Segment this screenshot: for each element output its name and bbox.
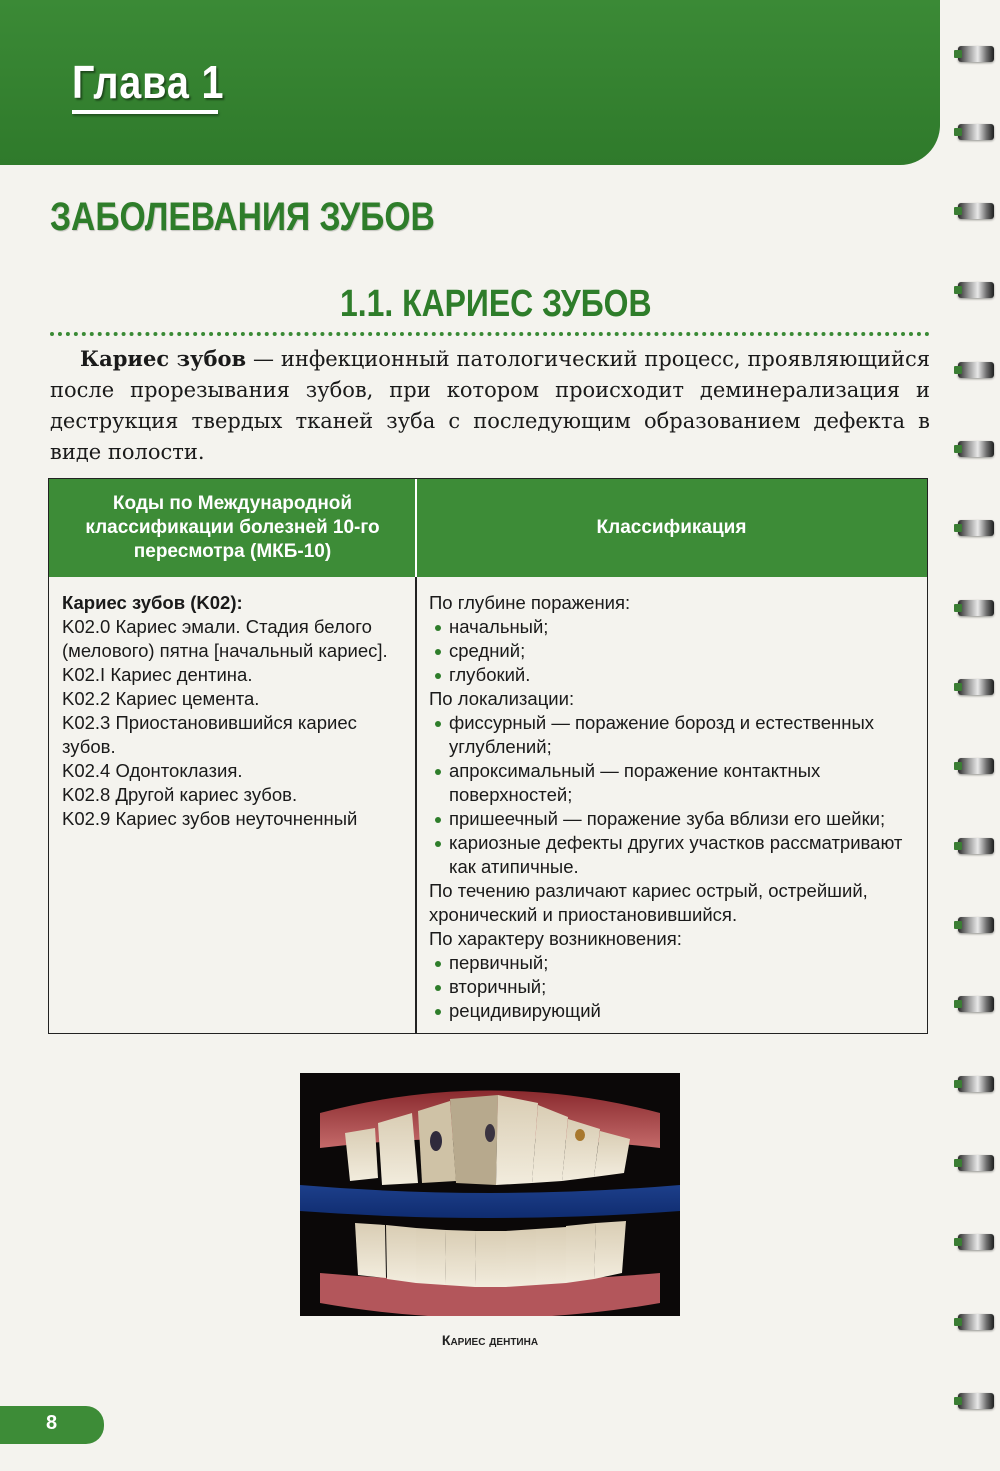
binding-ring xyxy=(958,600,994,616)
icd-code-item: K02.I Кариес дентина. xyxy=(62,664,253,685)
intro-paragraph xyxy=(50,343,930,468)
intro-term: Кариес зубов xyxy=(80,346,247,371)
dotted-divider xyxy=(50,332,930,336)
depth-item: глубокий. xyxy=(429,663,924,687)
table-header xyxy=(49,479,927,577)
binding-ring xyxy=(958,203,994,219)
location-item: фиссурный — поражение борозд и естественных углублений; xyxy=(429,711,924,759)
page-number: 8 xyxy=(46,1412,58,1434)
chapter-title-underline xyxy=(72,110,218,114)
depth-heading: По глубине поражения: xyxy=(429,592,631,613)
table-header-divider xyxy=(415,479,417,577)
icd-code-item: K02.8 Другой кариес зубов. xyxy=(62,784,298,805)
dental-caries-photo xyxy=(300,1073,680,1316)
figure-caption: Кариес дентина xyxy=(441,1332,539,1348)
binding-ring xyxy=(958,917,994,933)
course-text: По течению различают кариес острый, острейший, хронический и приостановившийся. xyxy=(429,880,868,925)
binding-ring xyxy=(958,441,994,457)
binding-ring xyxy=(958,124,994,140)
table-header-classification: Классификация xyxy=(596,517,747,538)
binding-ring xyxy=(958,362,994,378)
spiral-binding xyxy=(940,0,1000,1471)
table-header-codes: Коды по Международной классификации болезней 10-го пересмотра (МКБ-10) xyxy=(85,493,380,562)
icd-codes-column xyxy=(62,591,407,831)
classification-table xyxy=(48,478,928,1034)
classification-column xyxy=(429,591,924,1023)
icd-code-item: K02.0 Кариес эмали. Стадия белого (мелового) пятна [начальный кариес]. xyxy=(62,616,388,661)
icd-code-item: K02.4 Одонтоклазия. xyxy=(62,760,243,781)
depth-item: начальный; xyxy=(429,615,924,639)
icd-code-item: K02.9 Кариес зубов неуточненный xyxy=(62,808,358,829)
icd-heading: Кариес зубов (K02): xyxy=(62,592,243,613)
origin-item: вторичный; xyxy=(429,975,924,999)
binding-ring xyxy=(958,282,994,298)
binding-ring xyxy=(958,1234,994,1250)
binding-ring xyxy=(958,838,994,854)
origin-item: рецидивирующий xyxy=(429,999,924,1023)
origin-heading: По характеру возникновения: xyxy=(429,928,682,949)
binding-ring xyxy=(958,1314,994,1330)
location-item: кариозные дефекты других участков рассматривают как атипичные. xyxy=(429,831,924,879)
chapter-title: Глава 1 xyxy=(72,56,225,108)
location-heading: По локализации: xyxy=(429,688,575,709)
binding-ring xyxy=(958,1393,994,1409)
icd-code-item: K02.3 Приостановившийся кариес зубов. xyxy=(62,712,357,757)
subsection-title: 1.1. КАРИЕС ЗУБОВ xyxy=(340,283,652,325)
location-item: апроксимальный — поражение контактных поверхностей; xyxy=(429,759,924,807)
binding-ring xyxy=(958,996,994,1012)
binding-ring xyxy=(958,1076,994,1092)
binding-ring xyxy=(958,758,994,774)
binding-ring xyxy=(958,1155,994,1171)
icd-code-item: K02.2 Кариес цемента. xyxy=(62,688,260,709)
binding-ring xyxy=(958,679,994,695)
location-item: пришеечный — поражение зуба вблизи его шейки; xyxy=(429,807,924,831)
depth-item: средний; xyxy=(429,639,924,663)
section-title: ЗАБОЛЕВАНИЯ ЗУБОВ xyxy=(50,195,435,239)
teeth-illustration xyxy=(300,1073,680,1316)
binding-ring xyxy=(958,46,994,62)
intro-text: — инфекционный патологический процесс, проявляющийся после прорезывания зубов, при котором происходит деминерализация и деструкция твердых тканей зуба с последующим образованием дефекта в виде полости. xyxy=(50,347,930,464)
origin-item: первичный; xyxy=(429,951,924,975)
binding-ring xyxy=(958,520,994,536)
